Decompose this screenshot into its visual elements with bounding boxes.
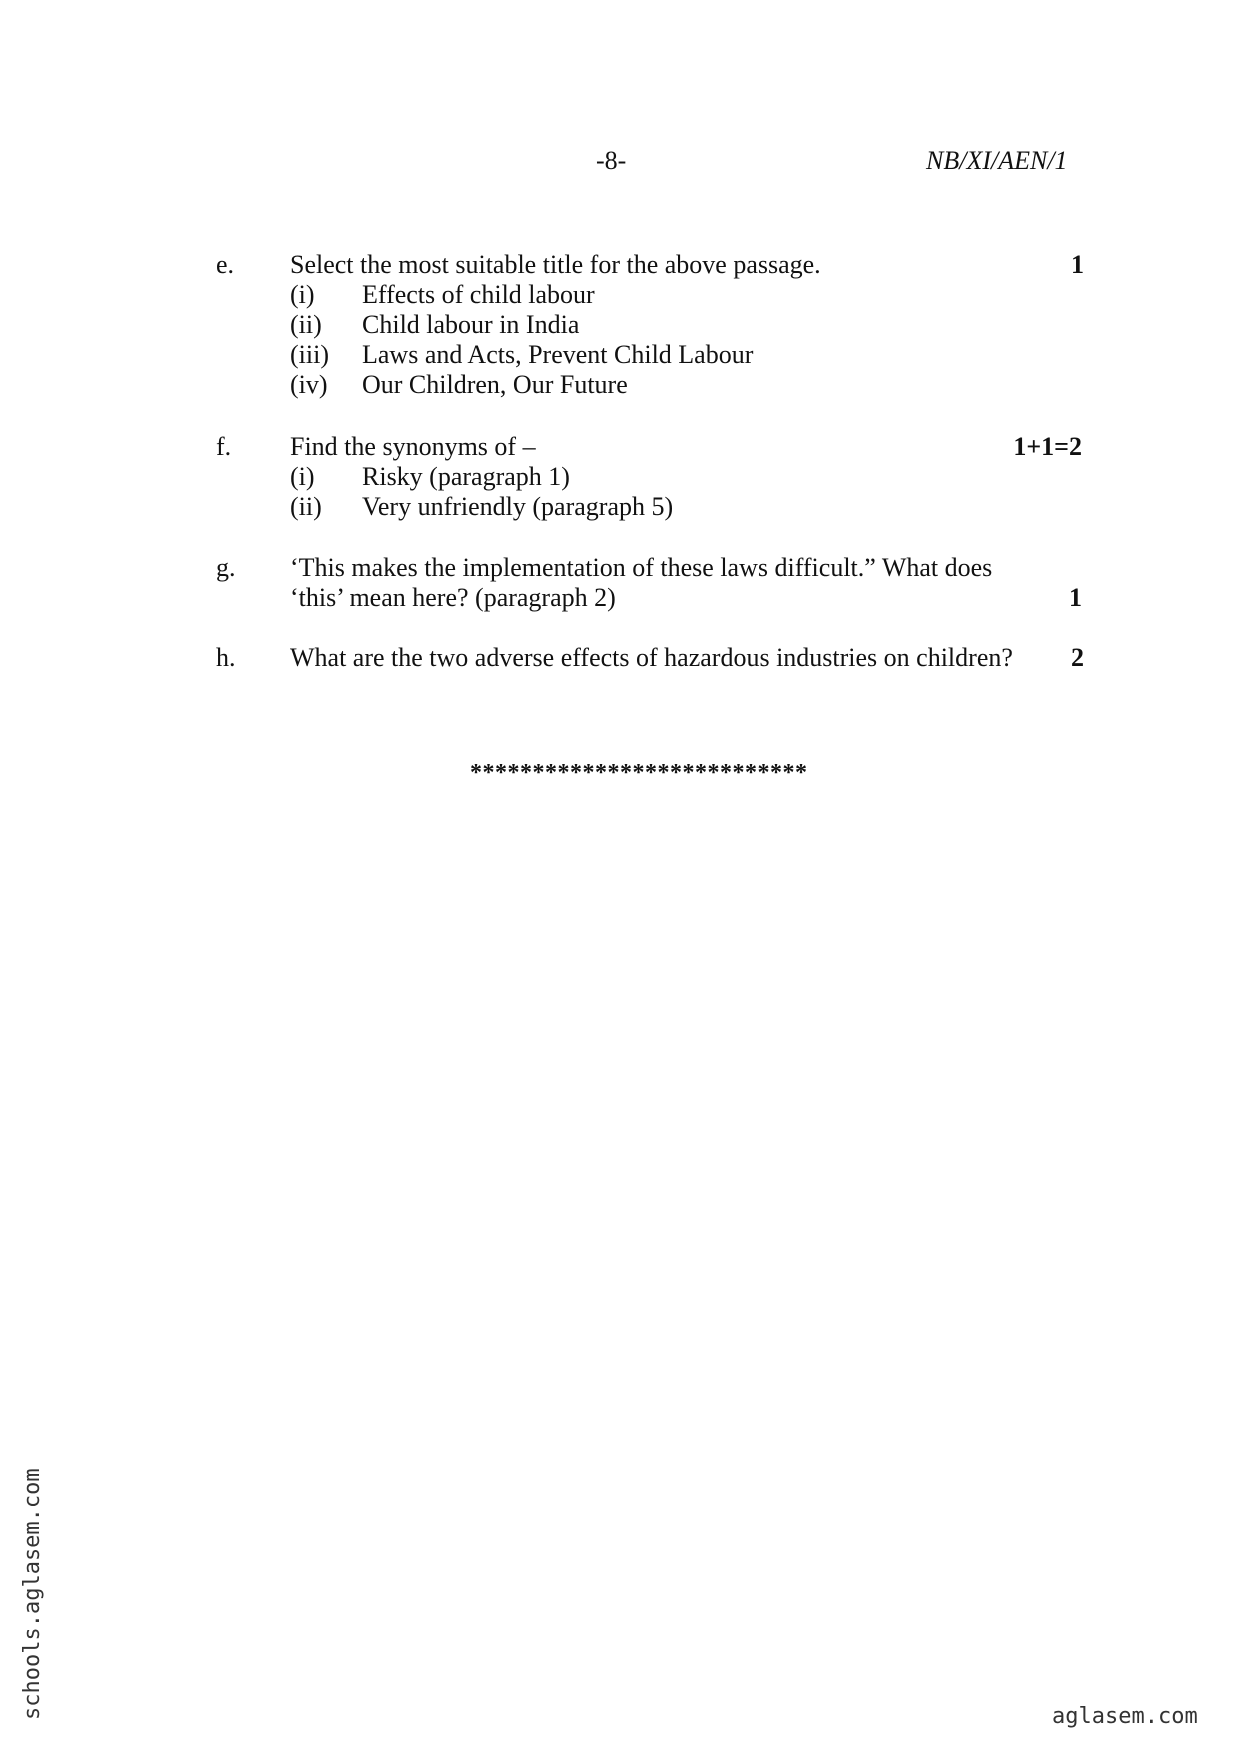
option-number: (ii) (290, 492, 322, 521)
page-number: -8- (596, 146, 627, 175)
option-number: (iii) (290, 340, 329, 369)
marks: 1+1=2 (1013, 432, 1082, 461)
question-g (216, 553, 1086, 618)
question-e (216, 250, 1086, 400)
question-label: f. (216, 432, 232, 461)
question-text: Find the synonyms of – (290, 432, 536, 461)
paper-code: NB/XI/AEN/1 (926, 146, 1068, 175)
side-watermark: schools.aglasem.com (20, 1468, 45, 1720)
marks: 1 (1069, 583, 1082, 612)
question-f (216, 432, 1086, 527)
option-text: Our Children, Our Future (362, 370, 628, 399)
question-label: h. (216, 643, 236, 672)
marks: 1 (1071, 250, 1084, 279)
marks: 2 (1071, 643, 1084, 672)
option-number: (iv) (290, 370, 328, 399)
question-text-line-1: ‘This makes the implementation of these laws difficult.” What does (290, 553, 993, 582)
option-number: (i) (290, 280, 315, 309)
option-i (290, 462, 1010, 492)
option-text: Very unfriendly (paragraph 5) (362, 492, 674, 521)
option-text: Child labour in India (362, 310, 580, 339)
end-of-paper-marker: *************************** (470, 760, 808, 786)
option-ii (290, 492, 1010, 522)
question-text: What are the two adverse effects of hazardous industries on children? (290, 643, 1013, 672)
question-body (290, 553, 1010, 613)
question-label: g. (216, 553, 236, 582)
option-number: (i) (290, 462, 315, 491)
option-i (290, 280, 1010, 310)
question-body (290, 250, 1010, 400)
question-text: Select the most suitable title for the above passage. (290, 250, 821, 279)
option-text: Effects of child labour (362, 280, 595, 309)
corner-watermark: aglasem.com (1052, 1704, 1198, 1729)
option-iv (290, 370, 1010, 400)
question-body (290, 432, 1010, 522)
question-label: e. (216, 250, 235, 279)
question-text-line-2: ‘this’ mean here? (paragraph 2) (290, 583, 616, 612)
question-h (216, 643, 1086, 678)
option-number: (ii) (290, 310, 322, 339)
option-text: Risky (paragraph 1) (362, 462, 570, 491)
option-iii (290, 340, 1010, 370)
option-text: Laws and Acts, Prevent Child Labour (362, 340, 754, 369)
option-ii (290, 310, 1010, 340)
question-body (290, 643, 1080, 673)
